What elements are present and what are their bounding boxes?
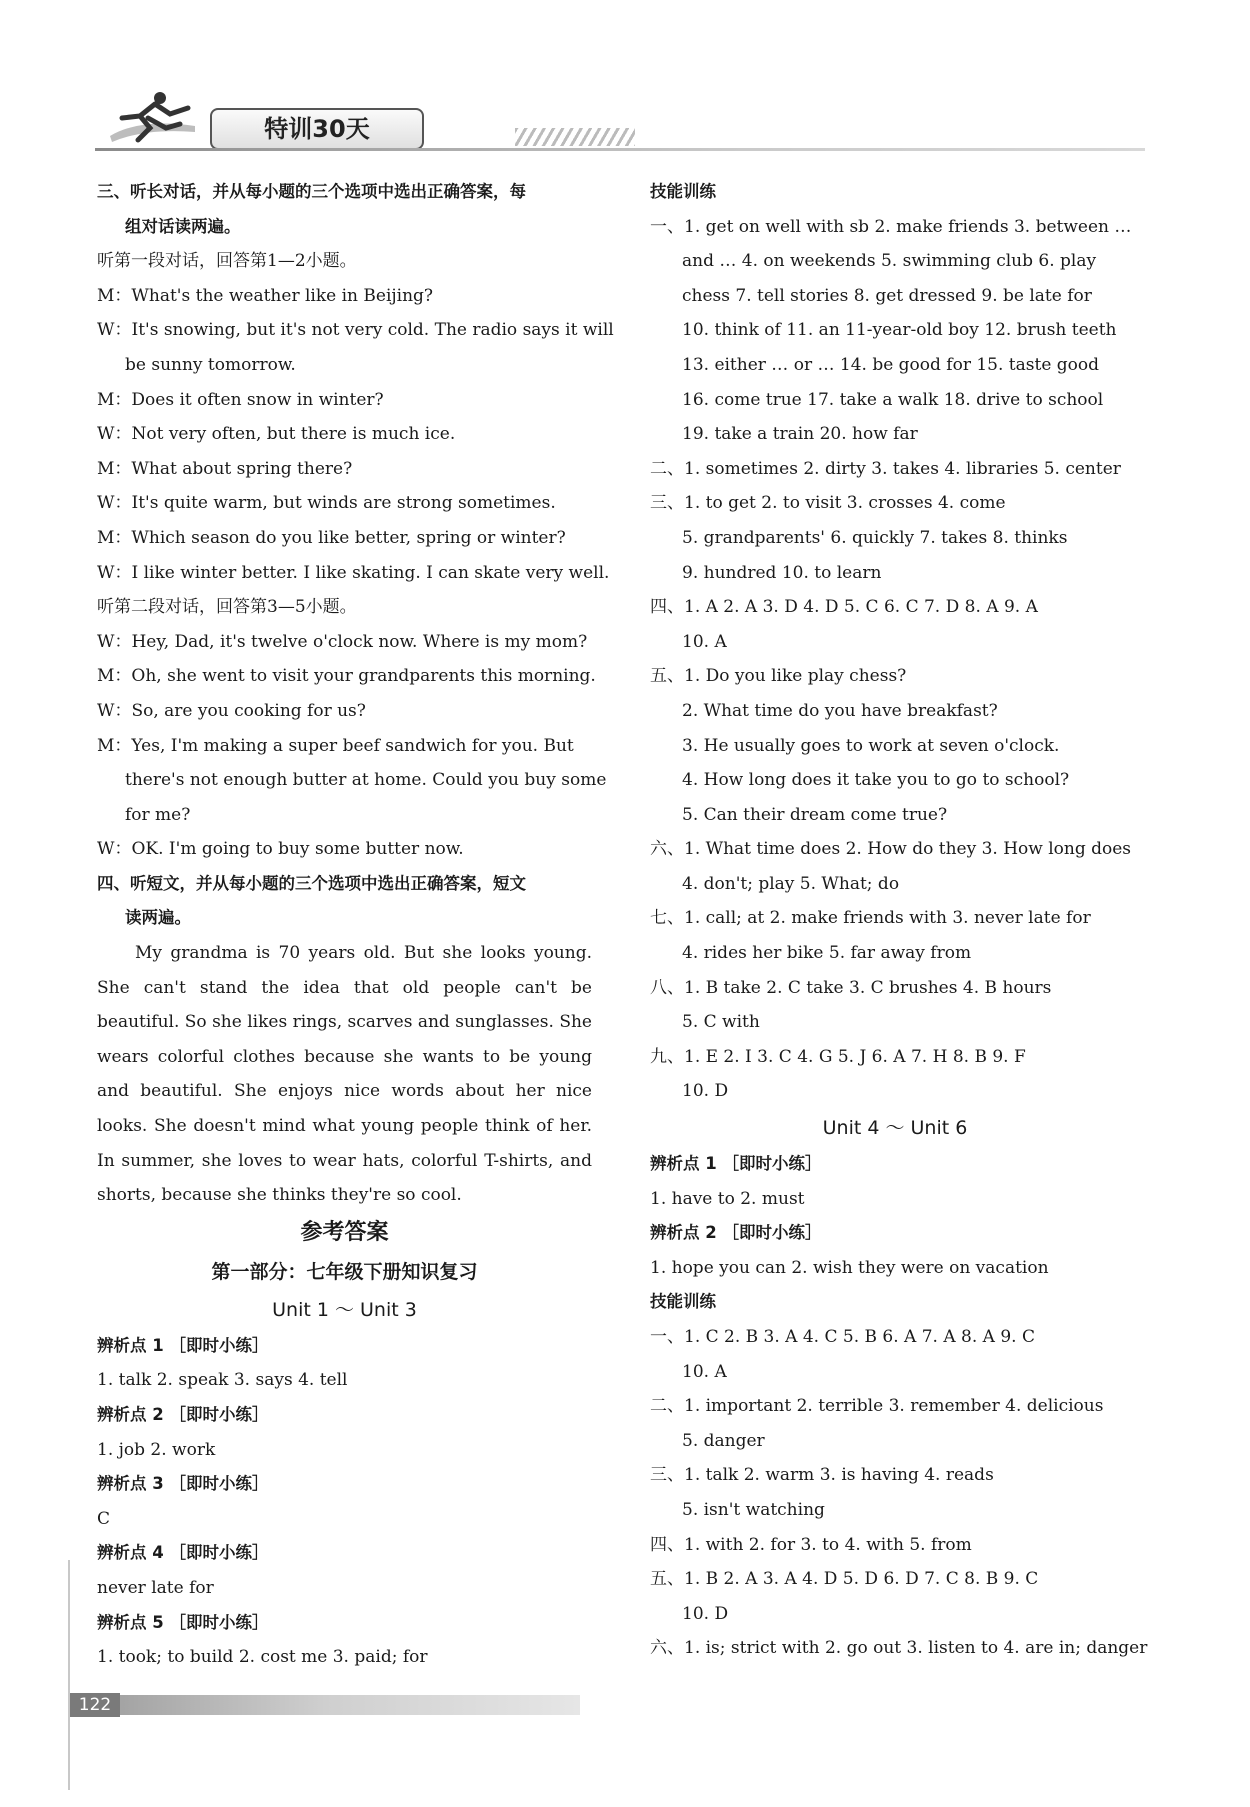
answer-line [650,729,1140,764]
answer-text: 5. danger [682,1430,765,1451]
section-number: 六、 [650,1638,684,1659]
answer-line [650,313,1140,348]
dialog-line: M：Oh, she went to visit your grandparents this morning. [97,666,596,687]
dialog-line: W：It's quite warm, but winds are strong sometimes. [97,493,556,514]
dialog-line: W：It's snowing, but it's not very cold. The radio says it will [97,320,614,341]
answer-text: 10. A [682,631,727,652]
point-answer: 1. have to 2. must [650,1188,805,1209]
point-label: 辨析点 5 ［即时小练］ [97,1612,269,1632]
section-number: 七、 [650,908,684,929]
answer-line [650,210,1140,245]
answer-line [650,798,1140,833]
answer-line [650,659,1140,694]
section-number: 九、 [650,1046,684,1067]
answer-line [650,383,1140,418]
answer-line [650,279,1140,314]
section-number: 二、 [650,1396,684,1417]
answer-text: 1. E 2. I 3. C 4. G 5. J 6. A 7. H 8. B 9. F [684,1046,1026,1067]
answer-text: 4. don't; play 5. What; do [682,873,900,894]
unit-title-2: Unit 4 ～ Unit 6 [822,1117,968,1140]
answer-text: 5. isn't watching [682,1499,825,1520]
answer-line [650,1562,1140,1597]
answer-line [650,1597,1140,1632]
answer-text: 10. think of 11. an 11-year-old boy 12. brush teeth [682,320,1117,341]
section-number: 五、 [650,1569,684,1590]
section-number: 四、 [650,1534,684,1555]
answer-line [650,417,1140,452]
point-answer: never late for [97,1577,214,1598]
answer-text: 1. A 2. A 3. D 4. D 5. C 6. C 7. D 8. A 9. A [684,597,1038,618]
section-4-title-cont: 读两遍。 [125,908,191,928]
answer-line [650,452,1140,487]
answer-line [650,901,1140,936]
answer-line [650,1040,1140,1075]
answer-text: 10. A [682,1361,727,1382]
dialog-line: W：I like winter better. I like skating. I can skate very well. [97,562,610,583]
point-label: 辨析点 3 ［即时小练］ [97,1474,269,1494]
answer-line [650,556,1140,591]
answer-line [650,521,1140,556]
point-label: 辨析点 2 ［即时小练］ [97,1405,269,1424]
dialog-line: W：Not very often, but there is much ice. [97,424,456,445]
answer-line [650,1389,1140,1424]
answer-text: 1. get on well with sb 2. make friends 3. between … [684,216,1132,237]
dialog-line: M：Yes, I'm making a super beef sandwich for you. But [97,735,574,756]
dialog-line: M：Which season do you like better, spring or winter? [97,527,566,548]
answer-line [650,1074,1140,1109]
answer-text: 4. rides her bike 5. far away from [682,943,972,964]
answer-text: 5. Can their dream come true? [682,804,948,825]
answer-line [650,1424,1140,1459]
answer-text: 1. sometimes 2. dirty 3. takes 4. libraries 5. center [684,458,1121,479]
dialog-2-intro: 听第二段对话，回答第3—5小题。 [97,597,357,618]
dialog-1-intro: 听第一段对话，回答第1—2小题。 [97,251,357,272]
answer-line [650,1493,1140,1528]
point-label: 辨析点 1 ［即时小练］ [650,1154,822,1174]
answer-line [650,971,1140,1006]
section-4-title: 四、听短文，并从每小题的三个选项中选出正确答案，短文 [97,873,526,893]
answer-text: and … 4. on weekends 5. swimming club 6. play [682,251,1097,272]
answer-text: 1. with 2. for 3. to 4. with 5. from [684,1534,972,1555]
answer-text: chess 7. tell stories 8. get dressed 9. be late for [682,285,1092,306]
dialog-line: for me? [125,804,191,825]
answer-text: 19. take a train 20. how far [682,424,918,445]
point-answer: 1. hope you can 2. wish they were on vacation [650,1257,1049,1278]
point-answer: 1. job 2. work [97,1439,216,1460]
answer-line [650,1528,1140,1563]
dialog-line: be sunny tomorrow. [125,354,296,375]
answer-text: 1. B 2. A 3. A 4. D 5. D 6. D 7. C 8. B 9. C [684,1569,1039,1590]
answer-text: 9. hundred 10. to learn [682,562,882,583]
dialog-line: M：What about spring there? [97,458,353,479]
answer-text: 1. What time does 2. How do they 3. How long does [684,839,1132,860]
dialog-2 [97,625,607,867]
answer-line [650,1458,1140,1493]
point-label: 辨析点 2 ［即时小练］ [650,1223,822,1243]
answer-line [650,832,1140,867]
page-number: 122 [70,1693,120,1717]
section-3-title-cont: 组对话读两遍。 [125,216,241,236]
skills-title: 技能训练 [650,182,716,201]
answer-line [650,348,1140,383]
answer-text: 16. come true 17. take a walk 18. drive to school [682,389,1104,410]
point-answer: 1. took; to build 2. cost me 3. paid; for [97,1647,428,1668]
answer-text: 1. is; strict with 2. go out 3. listen to 4. are in; danger [684,1638,1148,1659]
answer-text: 5. grandparents' 6. quickly 7. takes 8. thinks [682,527,1068,548]
right-column [650,175,1148,1666]
margin-line [68,1560,70,1790]
section-number: 三、 [650,1465,684,1486]
skills-answers-2 [650,1320,1148,1666]
listening-passage: My grandma is 70 years old. But she looks young. She can't stand the idea that old people can't be beautiful. So she likes rings, scarves and sunglasses. She wears colorful clothes because she wants to be young and beautiful. She enjoys nice words about her nice looks. She doesn't mind what young people think of her. In summer, she loves to wear hats, colorful T-shirts, and shorts, because she thinks they're so cool. [97,943,592,1206]
answers-title: 参考答案 [300,1219,389,1245]
answer-line [650,694,1140,729]
footer-bar [70,1695,580,1715]
section-number: 六、 [650,839,684,860]
part-title: 第一部分：七年级下册知识复习 [211,1260,478,1283]
section-number: 二、 [650,458,684,479]
answer-text: 1. important 2. terrible 3. remember 4. delicious [684,1396,1104,1417]
answer-text: 4. How long does it take you to go to school? [682,770,1070,791]
answer-text: 10. D [682,1081,729,1102]
answer-line [650,590,1140,625]
answer-text: 2. What time do you have breakfast? [682,700,998,721]
section-number: 一、 [650,1327,684,1347]
dialog-line: there's not enough butter at home. Could you buy some [125,770,607,791]
answer-text: 1. call; at 2. make friends with 3. never late for [684,908,1091,929]
answer-line [650,1355,1140,1390]
section-number: 三、 [650,493,684,514]
point-label: 辨析点 1 ［即时小练］ [97,1335,269,1355]
point-answer: C [97,1508,111,1529]
answer-text: 10. D [682,1603,729,1624]
runner-logo-icon [100,88,205,150]
dialog-line: W：Hey, Dad, it's twelve o'clock now. Where is my mom? [97,631,588,652]
left-column [97,175,614,1675]
answer-line [650,1631,1148,1666]
answer-line [650,1320,1140,1355]
answer-line [650,867,1140,902]
dialog-1 [97,279,614,590]
page-header [95,88,1145,163]
answer-line [650,486,1140,521]
answer-text: 1. C 2. B 3. A 4. C 5. B 6. A 7. A 8. A 9. C [684,1327,1035,1347]
section-number: 八、 [650,977,684,998]
answer-text: 1. Do you like play chess? [684,666,907,687]
answer-text: 5. C with [682,1012,760,1033]
dialog-line: M：What's the weather like in Beijing? [97,285,434,306]
answer-text: 3. He usually goes to work at seven o'clock. [682,735,1060,756]
answer-line [650,625,1140,660]
answer-line [650,1005,1140,1040]
point-answer: 1. talk 2. speak 3. says 4. tell [97,1370,348,1391]
answer-line [650,936,1140,971]
answer-text: 1. talk 2. warm 3. is having 4. reads [684,1465,994,1486]
answer-line [650,244,1140,279]
answer-text: 13. either … or … 14. be good for 15. taste good [682,354,1100,375]
section-3-title: 三、听长对话，并从每小题的三个选项中选出正确答案，每 [97,182,526,201]
dialog-line: M：Does it often snow in winter? [97,389,384,410]
answer-text: 1. to get 2. to visit 3. crosses 4. come [684,493,1006,514]
dialog-line: W：So, are you cooking for us? [97,700,366,721]
dialog-line: W：OK. I'm going to buy some butter now. [97,839,464,860]
unit-title: Unit 1 ～ Unit 3 [272,1298,417,1321]
answer-text: 1. B take 2. C take 3. C brushes 4. B hours [684,977,1052,998]
section-number: 四、 [650,597,684,618]
header-tab-label: 特训30天 [210,108,424,150]
header-rule [95,148,1145,151]
answer-line [650,763,1140,798]
skills-answers-1 [650,210,1140,1109]
point-label: 辨析点 4 ［即时小练］ [97,1543,269,1563]
skills-title-2: 技能训练 [650,1292,716,1312]
section-number: 五、 [650,666,684,687]
section-number: 一、 [650,216,684,237]
header-decoration [515,128,635,146]
